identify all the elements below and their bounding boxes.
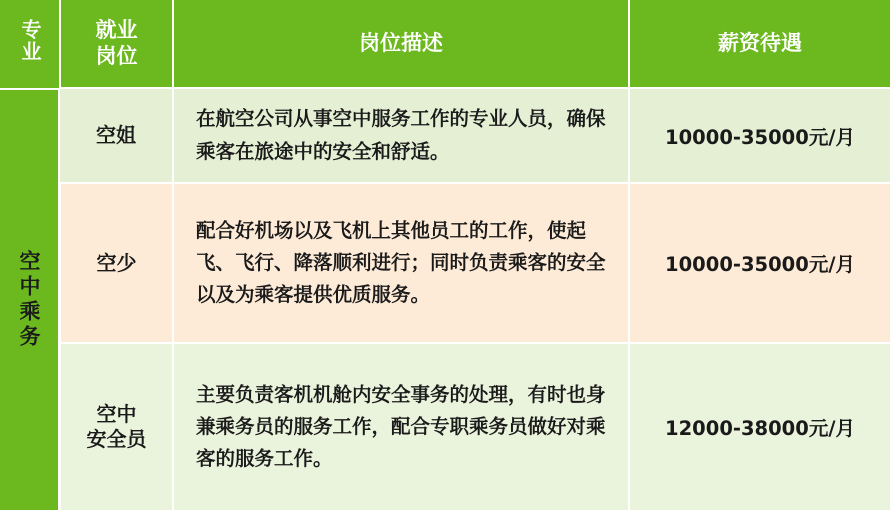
row-3-description: 主要负责客机机舱内安全事务的处理，有时也身兼乘务员的服务工作，配合专职乘务员做好对乘客的服务工作。	[173, 343, 629, 510]
table-row	[0, 183, 890, 343]
column-header-major	[0, 0, 60, 88]
table-row	[0, 343, 890, 510]
column-header-post-line1: 就业	[95, 18, 138, 43]
row-3-post	[60, 343, 173, 510]
row-1-post: 空姐	[60, 88, 173, 183]
column-header-post-line2: 岗位	[95, 43, 138, 68]
column-header-description-label: 岗位描述	[359, 31, 443, 56]
row-2-post: 空少	[60, 183, 173, 343]
table-header-row	[0, 0, 890, 88]
row-3-salary: 12000-38000元/月	[629, 343, 890, 510]
major-group-cell	[0, 88, 60, 510]
column-header-salary	[629, 0, 890, 88]
row-2-description: 配合好机场以及飞机上其他员工的工作，使起飞、飞行、降落顺利进行；同时负责乘客的安全以及为乘客提供优质服务。	[173, 183, 629, 343]
row-2-salary: 10000-35000元/月	[629, 183, 890, 343]
column-header-post-label	[96, 18, 138, 68]
column-header-salary-label: 薪资待遇	[718, 31, 802, 56]
row-3-post-line2: 安全员	[86, 427, 147, 451]
major-group-label: 空中乘务	[17, 250, 42, 350]
row-1-salary: 10000-35000元/月	[629, 88, 890, 183]
column-header-major-label: 专业	[18, 19, 42, 64]
row-1-description: 在航空公司从事空中服务工作的专业人员，确保乘客在旅途中的安全和舒适。	[173, 88, 629, 183]
row-3-post-line1: 空中	[96, 402, 137, 426]
column-header-post	[60, 0, 173, 88]
column-header-description	[173, 0, 629, 88]
